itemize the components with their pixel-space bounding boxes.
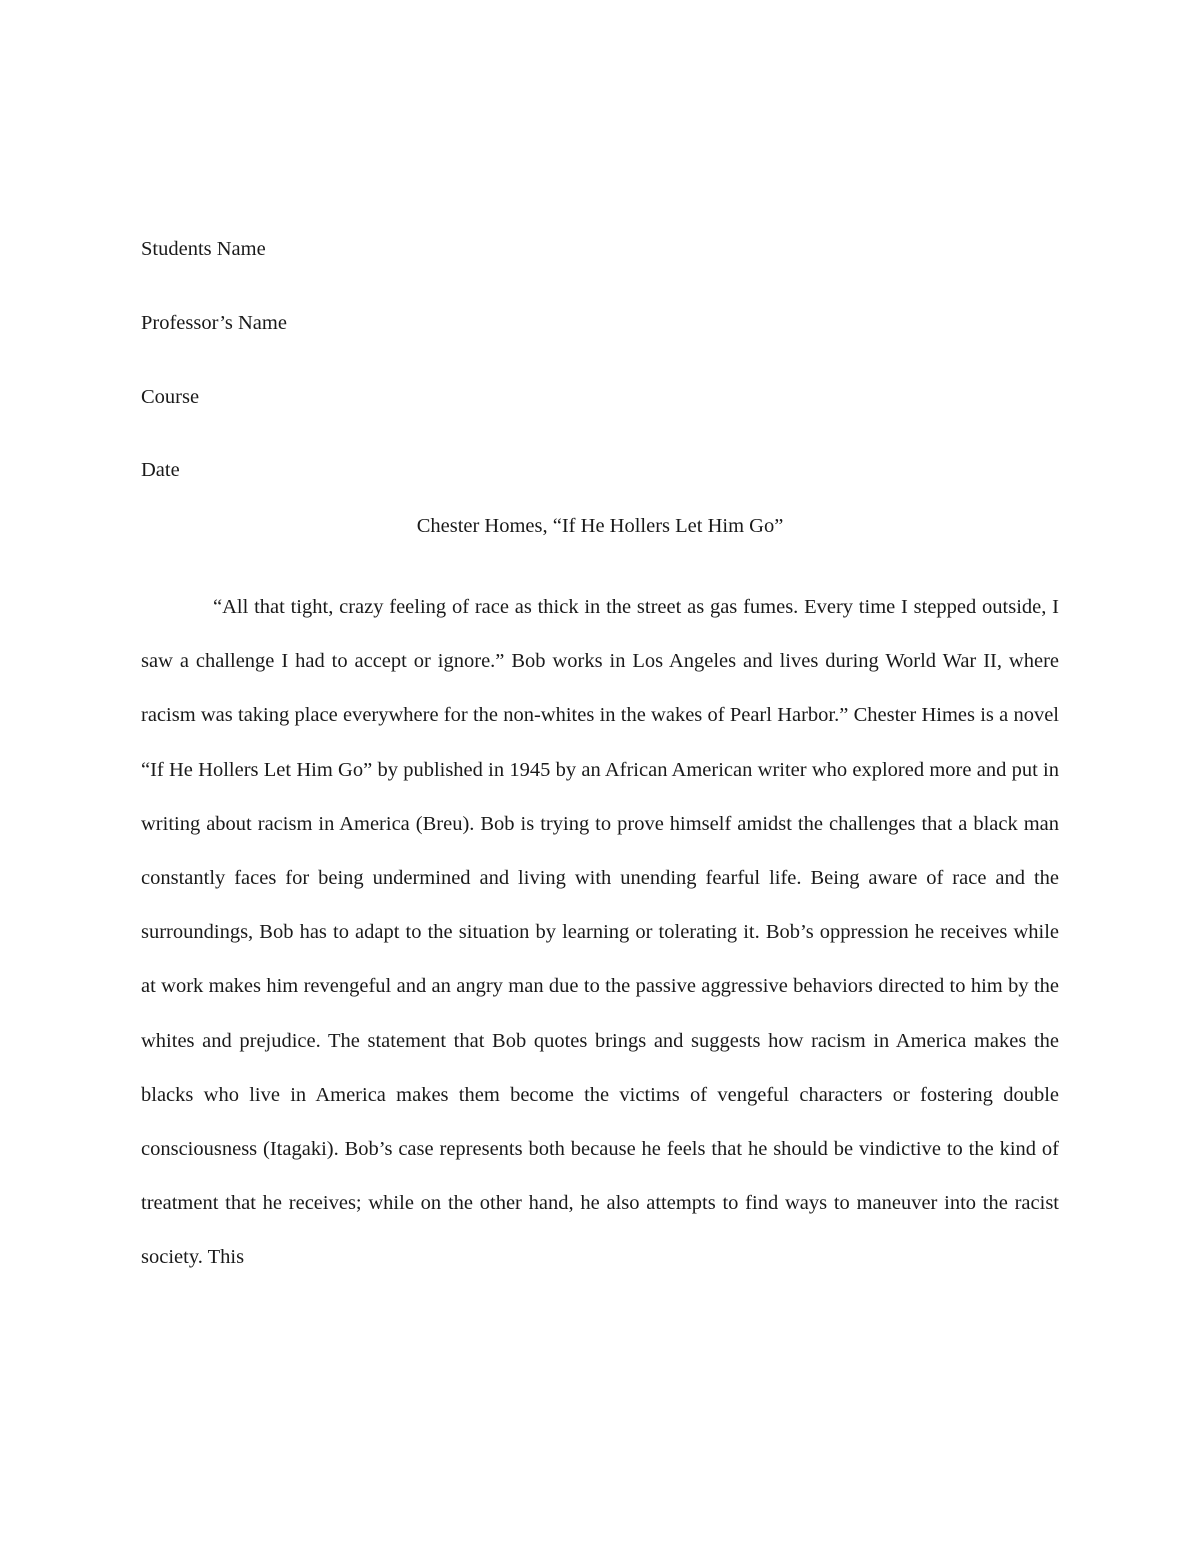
body-paragraph: “All that tight, crazy feeling of race as thick in the street as gas fumes. Every time I stepped outside, I saw a challenge I had to accept or ignore.” Bob works in Los Angeles and lives during World War II, where racism was taking place everywhere for the non-whites in the wakes of Pearl Harbor.” Chester Himes is a novel “If He Hollers Let Him Go” by published in 1945 by an African American writer who explored more and put in writing about racism in America (Breu). Bob is trying to prove himself amidst the challenges that a black man constantly faces for being undermined and living with unending fearful life. Being aware of race and the surroundings, Bob has to adapt to the situation by learning or tolerating it. Bob’s oppression he receives while at work makes him revengeful and an angry man due to the passive aggressive behaviors directed to him by the whites and prejudice. The statement that Bob quotes brings and suggests how racism in America makes the blacks who live in America makes them become the victims of vengeful characters or fostering double consciousness (Itagaki). Bob’s case represents both because he feels that he should be vindictive to the kind of treatment that he receives; while on the other hand, he also attempts to find ways to maneuver into the racist society. This xyxy=(141,596,1059,1269)
student-name: Students Name xyxy=(141,238,266,260)
course-name: Course xyxy=(141,385,200,408)
professor-name: Professor’s Name xyxy=(141,311,287,334)
date: Date xyxy=(141,459,180,482)
essay-title: Chester Homes, “If He Hollers Let Him Go” xyxy=(416,515,784,537)
heading-block xyxy=(141,213,1059,508)
